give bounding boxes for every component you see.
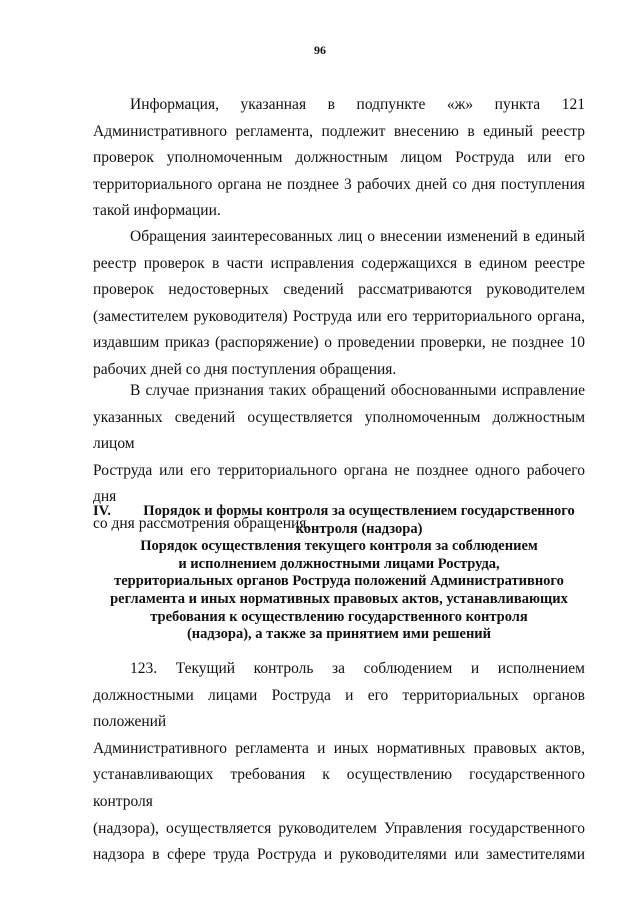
section-title-line: контроля (надзора) xyxy=(295,520,423,537)
text-line: рабочих дней со дня поступления обращения. xyxy=(93,360,397,378)
text-line: (надзора), осуществляется руководителем Управления государственного xyxy=(93,819,585,837)
text-line: такой информации. xyxy=(93,202,221,220)
paragraph-correction-requests xyxy=(93,224,585,384)
text-line: реестр проверок в части исправления содержащихся в едином реестре xyxy=(93,254,585,272)
text-line: устанавливающих требования к осуществлению государственного контроля xyxy=(93,766,585,810)
text-line: указанных сведений осуществляется уполномоченным должностным лицом xyxy=(93,408,585,453)
subsection-title-line: регламента и иных нормативных правовых актов, устанавливающих xyxy=(110,590,568,607)
text-line: (заместителем руководителя) Роструда или его территориального органа, xyxy=(93,307,585,325)
paragraph-123 xyxy=(93,656,585,869)
text-line: Административного регламента, подлежит внесению в единый реестр xyxy=(93,122,585,140)
section-heading xyxy=(93,503,585,644)
section-number: IV. xyxy=(93,503,111,519)
text-line: издавшим приказ (распоряжение) о проведении проверки, не позднее 10 xyxy=(93,334,585,352)
text-line: территориального органа не позднее 3 рабочих дней со дня поступления xyxy=(93,175,585,193)
text-line: должностными лицами Роструда и его территориальных органов положений xyxy=(93,686,585,731)
subsection-title-line: требования к осуществлению государственного контроля xyxy=(150,608,528,625)
text-line: Обращения заинтересованных лиц о внесении изменений в единый xyxy=(130,228,585,245)
subsection-title-line: и исполнением должностными лицами Роструда, xyxy=(178,555,500,572)
text-line: В случае признания таких обращений обоснованными исправление xyxy=(130,382,585,399)
text-line: надзора в сфере труда Роструда и руководителями или заместителями xyxy=(93,846,585,864)
text-line: проверок уполномоченным должностным лицом Роструда или его xyxy=(93,149,585,167)
text-line: Информация, указанная в подпункте «ж» пункта 121 xyxy=(130,96,585,113)
paragraph-registry-entry xyxy=(93,92,585,225)
text-line: со дня рассмотрения обращения. xyxy=(93,514,311,532)
text-line: Административного регламента и иных нормативных правовых актов, xyxy=(93,739,585,757)
page-number: 96 xyxy=(314,43,326,57)
subsection-title-line: Порядок осуществления текущего контроля за соблюдением xyxy=(140,538,538,555)
subsection-title-line: (надзора), а также за принятием ими решений xyxy=(186,626,492,643)
text-line: 123. Текущий контроль за соблюдением и исполнением xyxy=(130,660,585,677)
section-title-line: Порядок и формы контроля за осуществлением государственного xyxy=(143,503,575,519)
text-line: проверок недостоверных сведений рассматриваются руководителем xyxy=(93,281,585,299)
subsection-title-line: территориальных органов Роструда положений Административного xyxy=(114,573,564,590)
text-line: Роструда или его территориального органа не позднее одного рабочего дня xyxy=(93,461,585,506)
